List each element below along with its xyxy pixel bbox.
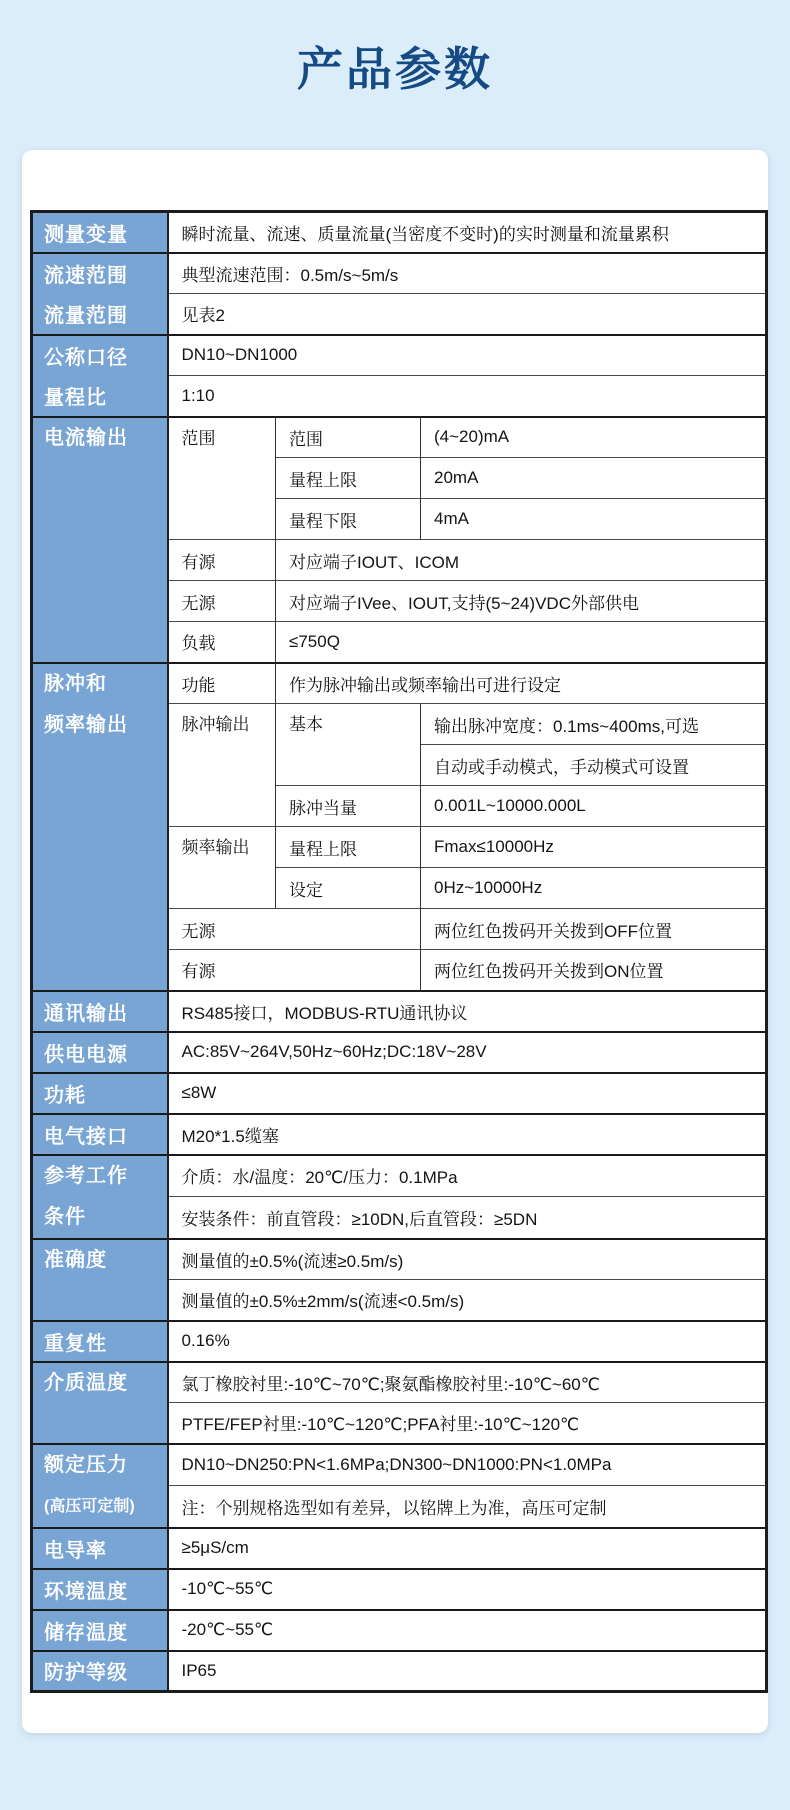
value-pulse-equivalent: 0.001L~10000.000L <box>421 786 767 827</box>
sublabel-pulse-output <box>168 704 276 827</box>
value-pulse-basic-1: 输出脉冲宽度：0.1ms~400ms,可选 <box>421 704 767 745</box>
sublabel-current-range: 范围 <box>276 417 421 458</box>
row-flow-range <box>32 294 767 335</box>
pulse-basic-text: 基本 <box>289 715 323 734</box>
row-conductivity <box>32 1528 767 1569</box>
value-power-consumption: ≤8W <box>168 1073 767 1114</box>
value-storage-temperature: -20℃~55℃ <box>168 1610 767 1651</box>
label-medium-temperature <box>32 1362 168 1444</box>
row-ambient-temperature <box>32 1569 767 1610</box>
label-rated-pressure <box>32 1444 168 1528</box>
current-range-group-text: 范围 <box>181 428 216 448</box>
value-reference-conditions-2: 安装条件：前直管段：≥10DN,后直管段：≥5DN <box>168 1197 767 1239</box>
sublabel-current-upper: 量程上限 <box>276 458 421 499</box>
value-comm-output: RS485接口，MODBUS-RTU通讯协议 <box>168 991 767 1032</box>
label-comm-output: 通讯输出 <box>32 991 168 1032</box>
value-rated-pressure-1: DN10~DN250:PN<1.6MPa;DN300~DN1000:PN<1.0MPa <box>168 1444 767 1486</box>
value-turndown-ratio: 1:10 <box>168 376 767 417</box>
pulse-freq-label-line1: 脉冲和 <box>44 672 107 695</box>
label-current-output <box>32 417 168 663</box>
label-power-consumption: 功耗 <box>32 1073 168 1114</box>
sublabel-current-passive: 无源 <box>168 581 276 622</box>
sublabel-current-load: 负载 <box>168 622 276 663</box>
value-medium-temperature-1: 氯丁橡胶衬里:-10℃~70℃;聚氨酯橡胶衬里:-10℃~60℃ <box>168 1362 767 1403</box>
label-repeatability: 重复性 <box>32 1321 168 1362</box>
sublabel-freq-setting: 设定 <box>276 868 421 909</box>
freq-output-text: 频率输出 <box>181 838 250 857</box>
label-measured-variable: 测量变量 <box>32 212 168 253</box>
sublabel-current-active: 有源 <box>168 540 276 581</box>
label-accuracy <box>32 1239 168 1321</box>
sublabel-pulse-active: 有源 <box>168 950 421 991</box>
row-power-consumption <box>32 1073 767 1114</box>
value-current-upper: 20mA <box>421 458 767 499</box>
sublabel-pulse-basic <box>276 704 421 786</box>
sublabel-pulse-function: 功能 <box>168 663 276 704</box>
row-turndown-ratio <box>32 376 767 417</box>
row-electrical-interface <box>32 1114 767 1155</box>
sublabel-pulse-equivalent: 脉冲当量 <box>276 786 421 827</box>
value-accuracy-1: 测量值的±0.5%(流速≥0.5m/s) <box>168 1239 767 1280</box>
row-protection-class <box>32 1651 767 1692</box>
product-parameters-table <box>30 210 768 1693</box>
value-measured-variable: 瞬时流量、流速、质量流量(当密度不变时)的实时测量和流量累积 <box>168 212 767 253</box>
spec-card <box>22 150 768 1733</box>
value-pulse-basic-2: 自动或手动模式，手动模式可设置 <box>421 745 767 786</box>
row-storage-temperature <box>32 1610 767 1651</box>
label-ambient-temperature: 环境温度 <box>32 1569 168 1610</box>
reference-conditions-line2: 条件 <box>44 1205 86 1228</box>
page-title: 产品参数 <box>297 43 493 95</box>
label-storage-temperature: 储存温度 <box>32 1610 168 1651</box>
value-pulse-active: 两位红色拨码开关拨到ON位置 <box>421 950 767 991</box>
label-nominal-diameter: 公称口径 <box>32 335 168 376</box>
value-conductivity: ≥5μS/cm <box>168 1528 767 1569</box>
row-repeatability <box>32 1321 767 1362</box>
label-reference-conditions <box>32 1155 168 1239</box>
rated-pressure-line1: 额定压力 <box>44 1453 128 1476</box>
pulse-output-text: 脉冲输出 <box>181 715 250 734</box>
value-current-range: (4~20)mA <box>421 417 767 458</box>
value-reference-conditions-1: 介质：水/温度：20℃/压力：0.1MPa <box>168 1155 767 1197</box>
value-current-lower: 4mA <box>421 499 767 540</box>
value-current-active: 对应端子IOUT、ICOM <box>276 540 767 581</box>
value-flow-range: 见表2 <box>168 294 767 335</box>
label-protection-class: 防护等级 <box>32 1651 168 1692</box>
row-power-supply <box>32 1032 767 1073</box>
row-comm-output <box>32 991 767 1032</box>
value-current-passive: 对应端子IVee、IOUT,支持(5~24)VDC外部供电 <box>276 581 767 622</box>
row-nominal-diameter <box>32 335 767 376</box>
label-flow-range: 流量范围 <box>32 294 168 335</box>
label-conductivity: 电导率 <box>32 1528 168 1569</box>
sublabel-freq-output <box>168 827 276 909</box>
row-velocity-range <box>32 253 767 294</box>
sublabel-pulse-passive: 无源 <box>168 909 421 950</box>
value-protection-class: IP65 <box>168 1651 767 1692</box>
row-accuracy-1 <box>32 1239 767 1280</box>
value-rated-pressure-2: 注：个别规格选型如有差异，以铭牌上为准，高压可定制 <box>168 1486 767 1528</box>
value-pulse-function: 作为脉冲输出或频率输出可进行设定 <box>276 663 767 704</box>
rated-pressure-line2: (高压可定制) <box>44 1497 135 1515</box>
row-measured-variable <box>32 212 767 253</box>
row-rated-pressure-1 <box>32 1444 767 1486</box>
medium-temperature-label-text: 介质温度 <box>44 1371 128 1394</box>
pulse-freq-label-line2: 频率输出 <box>44 713 128 736</box>
value-velocity-range: 典型流速范围：0.5m/s~5m/s <box>168 253 767 294</box>
label-electrical-interface: 电气接口 <box>32 1114 168 1155</box>
value-power-supply: AC:85V~264V,50Hz~60Hz;DC:18V~28V <box>168 1032 767 1073</box>
value-current-load: ≤750Q <box>276 622 767 663</box>
sublabel-current-lower: 量程下限 <box>276 499 421 540</box>
accuracy-label-text: 准确度 <box>44 1248 107 1271</box>
row-medium-temperature-1 <box>32 1362 767 1403</box>
row-current-output-range <box>32 417 767 458</box>
label-pulse-freq-output <box>32 663 168 991</box>
label-velocity-range: 流速范围 <box>32 253 168 294</box>
value-electrical-interface: M20*1.5缆塞 <box>168 1114 767 1155</box>
sublabel-current-range-group <box>168 417 276 540</box>
sublabel-freq-upper: 量程上限 <box>276 827 421 868</box>
value-freq-upper: Fmax≤10000Hz <box>421 827 767 868</box>
value-medium-temperature-2: PTFE/FEP衬里:-10℃~120℃;PFA衬里:-10℃~120℃ <box>168 1403 767 1444</box>
current-output-label-text: 电流输出 <box>44 426 128 449</box>
label-power-supply: 供电电源 <box>32 1032 168 1073</box>
value-repeatability: 0.16% <box>168 1321 767 1362</box>
reference-conditions-line1: 参考工作 <box>44 1164 128 1187</box>
row-reference-conditions-1 <box>32 1155 767 1197</box>
value-ambient-temperature: -10℃~55℃ <box>168 1569 767 1610</box>
value-nominal-diameter: DN10~DN1000 <box>168 335 767 376</box>
value-accuracy-2: 测量值的±0.5%±2mm/s(流速<0.5m/s) <box>168 1280 767 1321</box>
row-pulse-function <box>32 663 767 704</box>
label-turndown-ratio: 量程比 <box>32 376 168 417</box>
value-pulse-passive: 两位红色拨码开关拨到OFF位置 <box>421 909 767 950</box>
value-freq-setting: 0Hz~10000Hz <box>421 868 767 909</box>
